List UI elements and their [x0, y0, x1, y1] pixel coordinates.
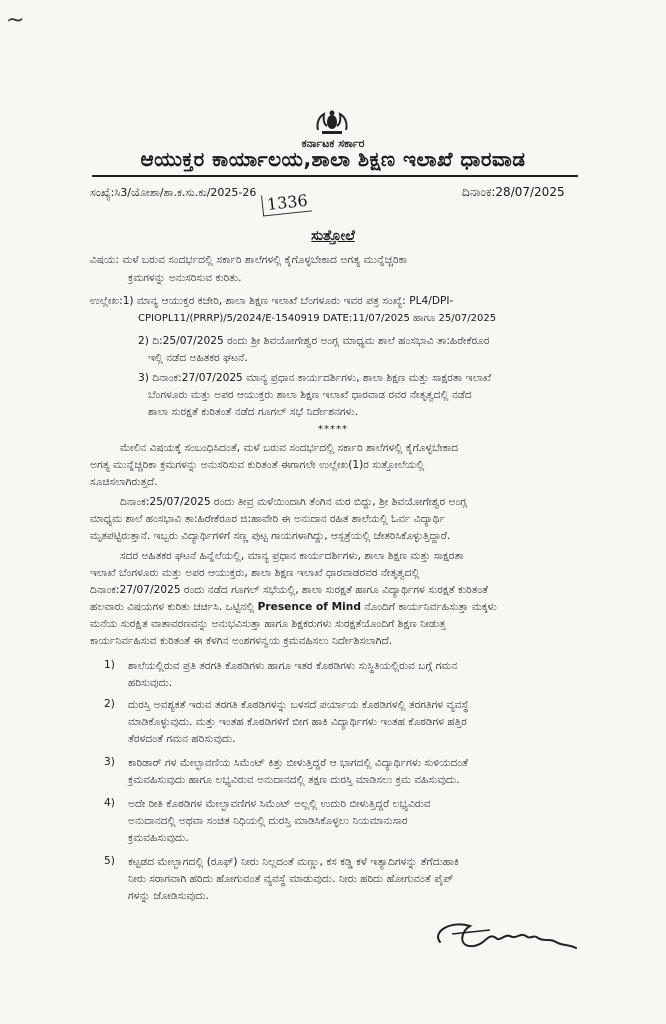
office-title: ಆಯುಕ್ತರ ಕಾರ್ಯಾಲಯ,ಶಾಲಾ ಶಿಕ್ಷಣ ಇಲಾಖೆ ಧಾರವಾಡ	[140, 147, 526, 171]
reference-3-line-1: 3) ದಿನಾಂಕ:27/07/2025 ಮಾನ್ಯ ಪ್ರಧಾನ ಕಾರ್ಯದರ್ಶಿಗಳು, ಶಾಲಾ ಶಿಕ್ಷಣ ಮತ್ತು ಸಾಕ್ಷರತಾ ಇಲಾಖೆ	[138, 372, 492, 384]
reference-2-line-2: ಇಲ್ಲಿ ನಡೆದ ಅಹಿತಕರ ಘಟನೆ.	[148, 352, 248, 364]
item-4-line-2: ಅನುದಾನದಲ್ಲಿ ಅಥವಾ ಸಂಚಿತ ನಿಧಿಯಲ್ಲಿ ದುರಸ್ತಿ ಮಾಡಿಸಿಕೊಳ್ಳಲು ನಿಯಮಾನುಸಾರ	[128, 815, 408, 827]
item-2-line-2: ಮಾಡಿಕೊಳ್ಳುವುದು. ಮತ್ತು ಇಂತಹ ಕೊಠಡಿಗಳಿಗೆ ಬೀಗ ಹಾಕಿ ವಿದ್ಯಾರ್ಥಿಗಳು ಇಂತಹ ಕೊಠಡಿಗಳ ಹತ್ತಿರ	[128, 716, 467, 728]
para3-line-3: ದಿನಾಂಕ:27/07/2025 ರಂದು ನಡೆದ ಗೂಗಲ್ ಸಭೆಯಲ್ಲಿ, ಶಾಲಾ ಸುರಕ್ಷತೆ ಹಾಗೂ ವಿದ್ಯಾರ್ಥಿಗಳ ಸುರಕ್ಷತೆ ಕುರಿತಂತೆ	[90, 584, 489, 596]
para1-line-2: ಅಗತ್ಯ ಮುನ್ನೆಚ್ಚರಿಕಾ ಕ್ರಮಗಳನ್ನು ಅನುಸರಿಸುವ ಕುರಿತಂತೆ ಈಗಾಗಲೇ ಉಲ್ಲೇಖ(1)ರ ಸುತ್ತೋಲೆಯಲ್ಲಿ	[90, 459, 425, 471]
item-1-line-2: ಹರಿಸುವುದು.	[128, 677, 173, 689]
circular-title: ಸುತ್ತೋಲೆ	[311, 228, 355, 244]
para3-line-1: ಸದರ ಅಹಿತಕರ ಘಟನೆ ಹಿನ್ನೆಲೆಯಲ್ಲಿ, ಮಾನ್ಯ ಪ್ರಧಾನ ಕಾರ್ಯದರ್ಶಿಗಳು, ಶಾಲಾ ಶಿಕ್ಷಣ ಮತ್ತು ಸಾಕ್ಷರತಾ	[120, 550, 464, 562]
reference-2-line-1: 2) ದಿ:25/07/2025 ರಂದು ಶ್ರೀ ಶಿವಯೋಗೇಶ್ವರ ಅಂಗ್ಲ ಮಾಧ್ಯಮ ಶಾಲೆ ಹಂಸಭಾವಿ ತಾ:ಹಿರೇಕೆರೂರ	[138, 335, 490, 347]
item-3-line-1: ಕಾರಿಡಾರ್ ಗಳ ಮೇಲ್ಛಾವಣಿಯ ಸಿಮೆಂಟ್ ಕಿತ್ತು ಬೀಳುತ್ತಿದ್ದರೆ ಆ ಭಾಗದಲ್ಲಿ ವಿದ್ಯಾರ್ಥಿಗಳು ಸುಳಿಯದಂತೆ	[128, 757, 469, 769]
item-2-line-1: ದುರಸ್ತಿ ಅವಶ್ಯಕತೆ ಇರುವ ತರಗತಿ ಕೊಠಡಿಗಳನ್ನು ಬಳಸದೆ ಪರ್ಯಾಯ ಕೊಠಡಿಗಳಲ್ಲಿ ತರಗತಿಗಳ ವ್ಯವಸ್ಥೆ	[128, 699, 469, 711]
para2-line-2: ಮಾಧ್ಯಮ ಶಾಲೆ ಹಂಸಭಾವಿ ತಾ:ಹಿರೇಕೆರೂರ ಜಿ:ಹಾವೇರಿ ಈ ಅನುದಾನ ರಹಿತ ಶಾಲೆಯಲ್ಲಿ ಓರ್ವ ವಿದ್ಯಾರ್ಥಿ	[90, 513, 446, 525]
reference-1-line-1: ಉಲ್ಲೇಖ:1) ಮಾನ್ಯ ಆಯುಕ್ತರ ಕಚೇರಿ, ಶಾಲಾ ಶಿಕ್ಷಣ ಇಲಾಖೆ ಬೆಂಗಳೂರು ಇವರ ಪತ್ರ ಸಂಖ್ಯೆ: PL4/DPI-	[90, 295, 454, 307]
para3-line-2: ಇಲಾಖೆ ಬೆಂಗಳೂರು ಮತ್ತು ಅಪರ ಆಯುಕ್ತರು, ಶಾಲಾ ಶಿಕ್ಷಣ ಇಲಾಖೆ ಧಾರವಾಡರವರ ನೇತೃತ್ವದಲ್ಲಿ	[90, 567, 420, 579]
para3-line-4	[90, 599, 497, 616]
item-1-number: 1)	[104, 659, 115, 671]
reference-3-line-2: ಬೆಂಗಳೂರು ಮತ್ತು ಅಪರ ಆಯುಕ್ತರು ಶಾಲಾ ಶಿಕ್ಷಣ ಇಲಾಖೆ ಧಾರವಾಡ ರವರ ನೇತೃತ್ವದಲ್ಲಿ ನಡೆದ	[148, 389, 472, 401]
title-underline	[92, 175, 578, 177]
handwritten-number: 1336	[261, 191, 312, 217]
item-5-line-3: ಗಳನ್ನು ಜೋಡಿಸುವುದು.	[128, 890, 209, 902]
para2-line-1: ದಿನಾಂಕ:25/07/2025 ರಂದು ತೀವ್ರ ಮಳೆಯಿಂದಾಗಿ ತೆಂಗಿನ ಮರ ಬಿದ್ದು, ಶ್ರೀ ಶಿವಯೋಗೇಶ್ವರ ಅಂಗ್ಲ	[120, 496, 468, 508]
para3-line-4-end: ನೊಂದಿಗೆ ಕಾರ್ಯನಿರ್ವಹಿಸುತ್ತಾ ಮಕ್ಕಳು	[360, 601, 497, 613]
item-1-line-1: ಶಾಲೆಯಲ್ಲಿರುವ ಪ್ರತಿ ತರಗತಿ ಕೊಠಡಿಗಳು ಹಾಗೂ ಇತರ ಕೊಠಡಿಗಳು ಸುಸ್ಥಿತಿಯಲ್ಲಿರುವ ಬಗ್ಗೆ ಗಮನ	[128, 660, 458, 672]
item-5-number: 5)	[104, 855, 115, 867]
item-5-line-1: ಕಟ್ಟಡದ ಮೇಲ್ಭಾಗದಲ್ಲಿ (ರೂಫ್) ನೀರು ನಿಲ್ಲದಂತೆ ಮಣ್ಣು, ಕಸ ಕಡ್ಡಿ ಕಳೆ ಇತ್ಯಾದಿಗಳನ್ನು ತೆಗೆದುಹಾಕಿ	[128, 856, 459, 868]
item-3-number: 3)	[104, 756, 115, 768]
separator: *****	[318, 424, 348, 435]
government-name: ಕರ್ನಾಟಕ ಸರ್ಕಾರ	[301, 137, 365, 150]
corner-mark: ~	[6, 8, 25, 33]
item-3-line-2: ಕ್ರಮವಹಿಸುವುದು ಹಾಗೂ ಲಭ್ಯವಿರುವ ಅನುದಾನದಲ್ಲಿ ತಕ್ಷಣ ದುರಸ್ತಿ ಮಾಡಿಸಲು ಕ್ರಮ ವಹಿಸುವುದು.	[128, 774, 460, 786]
para2-line-3: ಮೃತಪಟ್ಟಿರುತ್ತಾನೆ. ಇಬ್ಬರು ವಿದ್ಯಾರ್ಥಿಗಳಿಗೆ ಸಣ್ಣ ಪುಟ್ಟ ಗಾಯಗಳಾಗಿದ್ದು, ಆಸ್ಪತ್ರೆಯಲ್ಲಿ ಚೇತರಿಸಿಕೊಳ್ಳುತ್ತಿದ್ದಾರೆ.	[90, 530, 451, 542]
item-4-line-1: ಅದೇ ರೀತಿ ಕೊಠಡಿಗಳ ಮೇಲ್ಛಾವಣಿಗಳ ಸಿಮೆಂಟ್ ಅಲ್ಲಲ್ಲಿ ಉದುರಿ ಬೀಳುತ್ತಿದ್ದರೆ ಲಭ್ಯವಿರುವ	[128, 798, 431, 810]
item-2-line-3: ತೆರಳದಂತೆ ಗಮನ ಹರಿಸುವುದು.	[128, 733, 236, 745]
item-2-number: 2)	[104, 698, 115, 710]
signature-icon	[430, 912, 580, 962]
reference-1-line-2: CPIOPL11/(PRRP)/5/2024/E-1540919 DATE:11/07/2025 ಹಾಗೂ 25/07/2025	[138, 313, 497, 324]
reference-number: ಸಂಖ್ಯೆ:ಸಿ3/ಯೋಶಾ/ಶಾ.ಕ.ಸು.ಕು/2025-26	[90, 186, 257, 199]
item-4-line-3: ಕ್ರಮವಹಿಸುವುದು.	[128, 832, 189, 844]
para3-line-4-start: ಹಲವಾರು ವಿಷಯಗಳ ಕುರಿತು ಚರ್ಚಿಸಿ. ಒಟ್ಟಿನಲ್ಲಿ	[90, 601, 258, 613]
para3-line-5: ಮನೆಯ ಸುರಕ್ಷಿತ ವಾತಾವರಣವನ್ನು ಅನುಭವಿಸುತ್ತಾ ಹಾಗೂ ಶಿಕ್ಷಕರುಗಳು ಸುರಕ್ಷತೆಯೊಂದಿಗೆ ಶಿಕ್ಷಣ ನೀಡುತ್ತ	[90, 618, 446, 630]
para1-line-3: ಸೂಚಿಸಲಾಗಿರುತ್ತದೆ.	[90, 476, 158, 488]
para3-line-6: ಕಾರ್ಯನಿರ್ವಹಿಸುವ ಕುರಿತಂತೆ ಈ ಕೆಳಗಿನ ಅಂಶಗಳನ್ವಯ ಕ್ರಮವಹಿಸಲು ನಿರ್ದೇಶಿಸಲಾಗಿದೆ.	[90, 635, 393, 647]
state-emblem-icon	[312, 108, 352, 136]
item-5-line-2: ನೀರು ಸರಾಗವಾಗಿ ಹರಿದು ಹೋಗುವಂತೆ ವ್ಯವಸ್ಥೆ ಮಾಡುವುದು. ನೀರು ಹರಿದು ಹೋಗುವಂತೆ ಪೈಪ್	[128, 873, 454, 885]
subject-line-2: ಕ್ರಮಗಳನ್ನು ಅನುಸರಿಸುವ ಕುರಿತು.	[128, 272, 242, 284]
letter-date: ದಿನಾಂಕ:28/07/2025	[462, 185, 565, 199]
para1-line-1: ಮೇಲಿನ ವಿಷಯಕ್ಕೆ ಸಂಬಂಧಿಸಿದಂತೆ, ಮಳೆ ಬರುವ ಸಂದರ್ಭದಲ್ಲಿ ಸರ್ಕಾರಿ ಶಾಲೆಗಳಲ್ಲಿ ಕೈಗೊಳ್ಳಬೇಕಾದ	[120, 442, 459, 454]
presence-of-mind-text: Presence of Mind	[257, 601, 361, 613]
subject-line-1: ವಿಷಯ: ಮಳೆ ಬರುವ ಸಂದರ್ಭದಲ್ಲಿ ಸರ್ಕಾರಿ ಶಾಲೆಗಳಲ್ಲಿ ಕೈಗೊಳ್ಳಬೇಕಾದ ಅಗತ್ಯ ಮುನ್ನೆಚ್ಚರಿಕಾ	[90, 254, 408, 266]
item-4-number: 4)	[104, 797, 115, 809]
reference-3-line-3: ಶಾಲಾ ಸುರಕ್ಷತೆ ಕುರಿತಂತೆ ನಡೆದ ಗೂಗಲ್ ಸಭೆ ನಿರ್ದೇಶನಗಳು.	[148, 406, 359, 418]
